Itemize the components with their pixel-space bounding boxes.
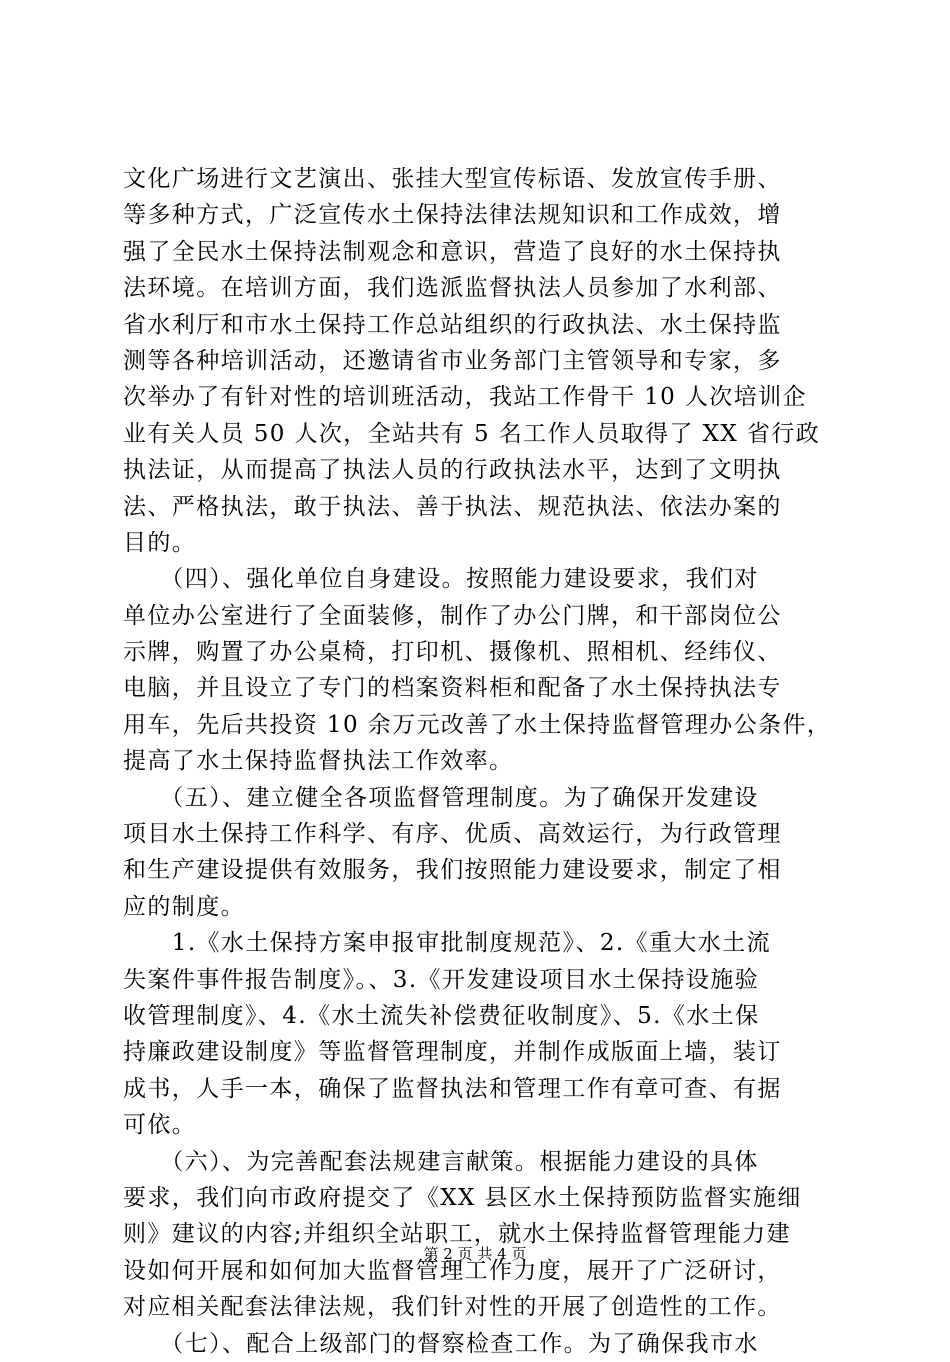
text-line: 要求，我们向市政府提交了《XX 县区水土保持预防监督实施细 (123, 1184, 802, 1211)
text-line: 强了全民水土保持法制观念和意识，营造了良好的水土保持执 (123, 238, 782, 265)
text-line: 项目水土保持工作科学、有序、优质、高效运行，为行政管理 (123, 821, 782, 848)
text-line: 收管理制度》、4.《水土流失补偿费征收制度》、5.《水土保 (123, 1002, 760, 1029)
text-line: 次举办了有针对性的培训班活动，我站工作骨干 10 人次培训企 (123, 384, 807, 411)
text-line: 成书，人手一本，确保了监督执法和管理工作有章可查、有据 (123, 1075, 782, 1102)
text-line: 应的制度。 (123, 893, 245, 920)
list-line: 1.《水土保持方案申报审批制度规范》、2.《重大水土流 (123, 930, 771, 957)
text-line: 测等各种培训活动，还邀请省市业务部门主管领导和专家，多 (123, 347, 782, 374)
text-line: 法、严格执法，敢于执法、善于执法、规范执法、依法办案的 (123, 493, 782, 520)
paragraph-heading-line: （七）、配合上级部门的督察检查工作。为了确保我市水 (123, 1330, 759, 1357)
text-line: 和生产建设提供有效服务，我们按照能力建设要求，制定了相 (123, 857, 782, 884)
text-line: 失案件事件报告制度》。、3.《开发建设项目水土保持设施验 (123, 966, 760, 993)
text-line: 用车，先后共投资 10 余万元改善了水土保持监督管理办公条件， (123, 711, 832, 738)
page-footer: 第 2 页 共 4 页 (423, 1245, 527, 1263)
text-line: 对应相关配套法律法规，我们针对性的开展了创造性的工作。 (123, 1294, 782, 1321)
text-line: 则》建议的内容;并组织全站职工，就水土保持监督管理能力建 (123, 1221, 791, 1248)
text-line: 等多种方式，广泛宣传水土保持法律法规知识和工作成效，增 (123, 202, 782, 229)
text-line: 文化广场进行文艺演出、张挂大型宣传标语、发放宣传手册、 (123, 166, 782, 192)
paragraph-heading-line: （四）、强化单位自身建设。按照能力建设要求，我们对 (123, 566, 759, 593)
text-line: 设如何开展和如何加大监督管理工作力度，展开了广泛研讨， (123, 1257, 782, 1284)
text-line: 执法证，从而提高了执法人员的行政执法水平，达到了文明执 (123, 457, 782, 484)
text-line: 可依。 (123, 1112, 197, 1139)
text-line: 单位办公室进行了全面装修，制作了办公门牌，和干部岗位公 (123, 602, 782, 629)
paragraph-heading-line: （五）、建立健全各项监督管理制度。为了确保开发建设 (123, 784, 759, 811)
text-line: 法环境。在培训方面，我们选派监督执法人员参加了水利部、 (123, 275, 782, 302)
text-line: 示牌，购置了办公桌椅，打印机、摄像机、照相机、经纬仪、 (123, 639, 782, 666)
text-line: 目的。 (123, 529, 197, 556)
text-line: 业有关人员 50 人次，全站共有 5 名工作人员取得了 XX 省行政 (123, 420, 821, 447)
text-line: 提高了水土保持监督执法工作效率。 (123, 748, 514, 775)
body-text (123, 161, 831, 1362)
text-line: 省水利厅和市水土保持工作总站组织的行政执法、水土保持监 (123, 311, 782, 338)
text-line: 持廉政建设制度》等监督管理制度，并制作成版面上墙，装订 (123, 1039, 782, 1066)
text-line: 电脑，并且设立了专门的档案资料柜和配备了水土保持执法专 (123, 675, 782, 702)
paragraph-heading-line: （六）、为完善配套法规建言献策。根据能力建设的具体 (123, 1148, 759, 1175)
